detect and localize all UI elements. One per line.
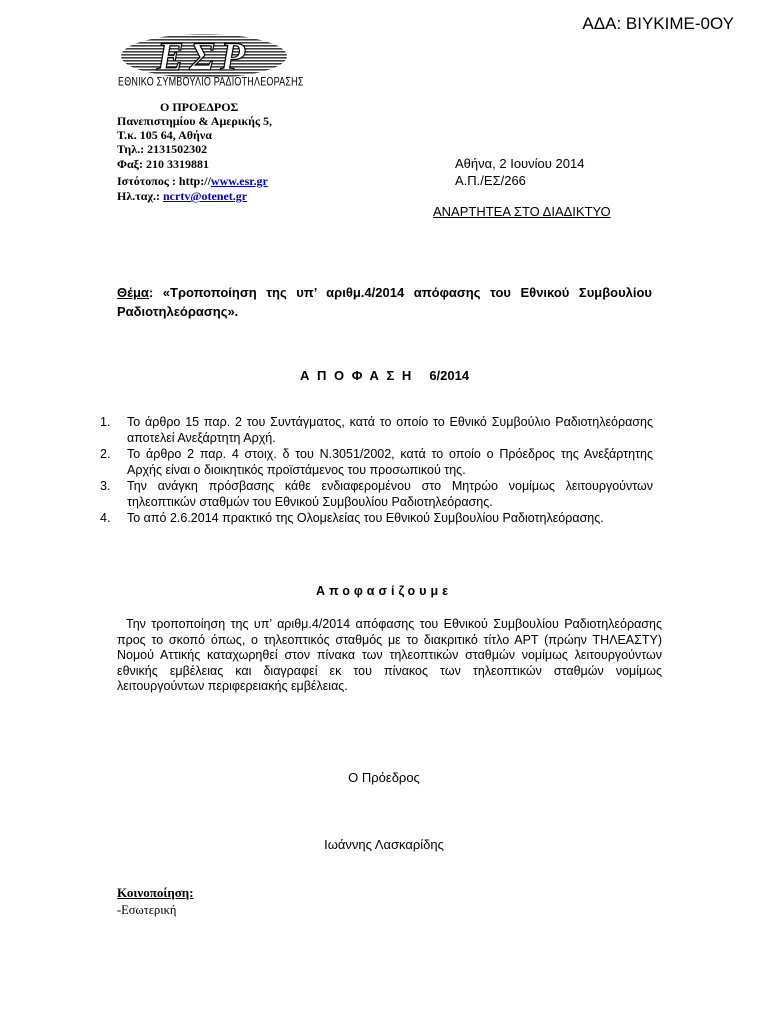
ada-code: ΑΔΑ: ΒΙΥΚΙΜΕ-0ΟΥ bbox=[582, 14, 734, 33]
email bbox=[117, 189, 247, 204]
decision-number: 6/2014 bbox=[429, 368, 470, 383]
signature-name: Ιωάννης Λασκαρίδης bbox=[324, 837, 444, 852]
list-item: 1. Το άρθρο 15 παρ. 2 του Συντάγματος, κατά το οποίο το Εθνικό Συμβούλιο Ραδιοτηλεόρασης αποτελεί Ανεξάρτητη Αρχή. bbox=[100, 415, 653, 445]
website-link[interactable]: www.esr.gr bbox=[210, 174, 268, 188]
decision-body: Την τροποποίηση της υπ’ αριθμ.4/2014 απόφασης του Εθνικού Συμβουλίου Ραδιοτηλεόρασης προς το σκοπό όπως, ο τηλεοπτικός σταθμός με το διακριτικό τίτλο ΑΡΤ (πρώην ΤΗΛΕΑΣΤΥ) Νομού Αττικής καταχωρηθεί στον πίνακα των τηλεοπτικών σταθμών νομίμως λειτουργούντων εθνικής εμβέλειας και διαγραφεί εκ του πίνακος των τηλεοπτικών σταθμών νομίμως λειτουργούντων περιφερειακής εμβέλειας. bbox=[117, 617, 662, 694]
signature-role: Ο Πρόεδρος bbox=[348, 770, 420, 785]
subject bbox=[117, 283, 652, 321]
phone: Τηλ.: 2131502302 bbox=[117, 142, 208, 156]
fax: Φαξ: 210 3319881 bbox=[117, 157, 209, 171]
protocol-number: Α.Π./ΕΣ/266 bbox=[455, 173, 526, 188]
list-item: 3. Την ανάγκη πρόσβασης κάθε ενδιαφερομένου στο Μητρώο νομίμως λειτουργούντων τηλεοπτικών σταθμών του Εθνικού Συμβουλίου Ραδιοτηλεόρασης. bbox=[100, 479, 653, 509]
decide-heading: Αποφασίζουμε bbox=[315, 584, 453, 598]
notification-label: Κοινοποίηση: bbox=[117, 885, 194, 900]
subject-label: Θέμα bbox=[117, 285, 149, 300]
email-link[interactable]: ncrtv@otenet.gr bbox=[163, 189, 248, 203]
logo-letters: ΕΣΡ bbox=[157, 34, 251, 79]
website-label: Ιστότοπος : http:// bbox=[117, 174, 211, 188]
president-heading: Ο ΠΡΟΕΔΡΟΣ bbox=[160, 100, 239, 114]
subject-text: : «Τροποποίηση της υπ’ αριθμ.4/2014 απόφασης του Εθνικού Συμβουλίου Ραδιοτηλεόρασης». bbox=[117, 285, 652, 319]
document-date: Αθήνα, 2 Ιουνίου 2014 bbox=[455, 156, 585, 171]
decision-title-text: Α Π Ο Φ Α Σ Η bbox=[300, 368, 414, 383]
list-item: 4. Το από 2.6.2014 πρακτικό της Ολομελείας του Εθνικού Συμβουλίου Ραδιοτηλεόρασης. bbox=[100, 511, 604, 525]
address-line-2: Τ.κ. 105 64, Αθήνα bbox=[117, 128, 212, 142]
website bbox=[117, 174, 268, 189]
decision-title bbox=[300, 368, 469, 383]
logo-subtitle: ΕΘΝΙΚΟ ΣΥΜΒΟΥΛΙΟ ΡΑΔΙΟΤΗΛΕΟΡΑΣΗΣ bbox=[118, 75, 304, 88]
list-item: 2. Το άρθρο 2 παρ. 4 στοιχ. δ του Ν.3051/2002, κατά το οποίο ο Πρόεδρος της Ανεξάρτητης Αρχής είναι ο διοικητικός προϊστάμενος του προσωπικού της. bbox=[100, 447, 653, 477]
address-line-1: Πανεπιστημίου & Αμερικής 5, bbox=[117, 114, 273, 128]
notification-item: -Εσωτερική bbox=[117, 903, 177, 917]
email-label: Ηλ.ταχ.: bbox=[117, 189, 163, 203]
posting-note: ΑΝΑΡΤΗΤΕΑ ΣΤΟ ΔΙΑΔΙΚΤΥΟ bbox=[433, 204, 611, 219]
considerations-list bbox=[100, 415, 653, 528]
